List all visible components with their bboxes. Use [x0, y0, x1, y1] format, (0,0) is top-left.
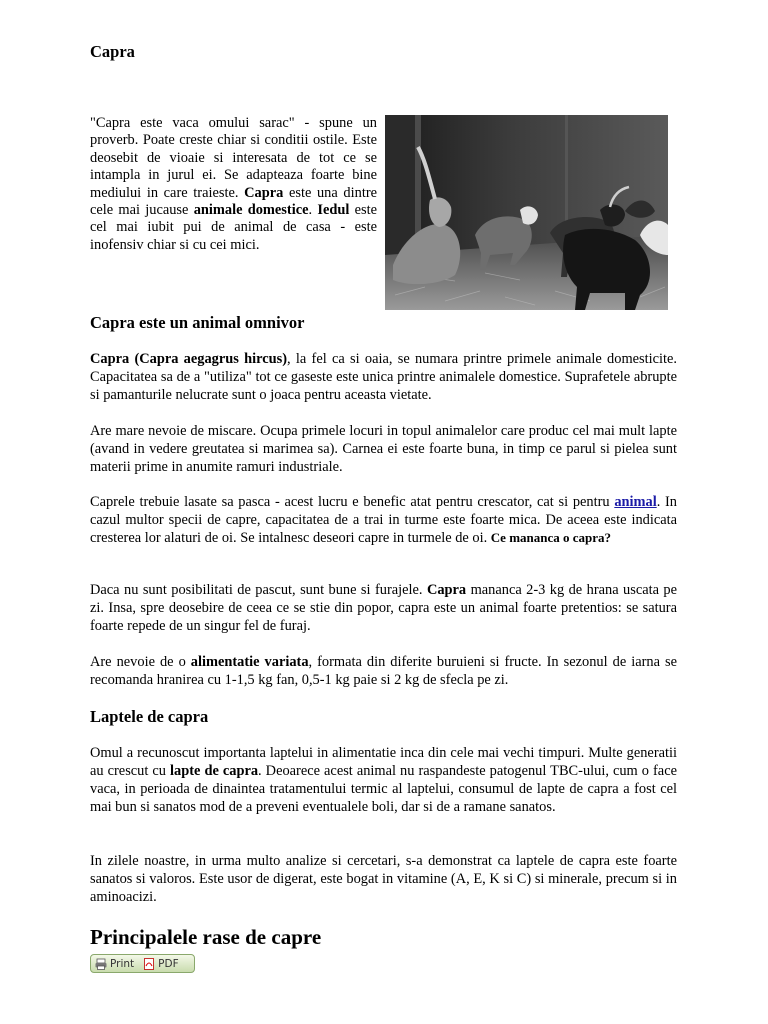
intro-text: este una dintre cele mai jucause: [90, 184, 377, 219]
intro-text: "Capra este vaca omului sarac" - spune un proverb. Poate creste chiar si conditii ostile. Este deosebit de vioaie si interesata de tot ce se intampla in jurul ei. Se adapteaza foarte bine mediului in care traieste.: [90, 115, 377, 201]
text: mananca 2-3 kg de hrana uscata pe zi. Insa, spre deosebire de ceea ce se stie din popor, capra este un animal foarte pretentios: se satura foarte repede de un singur fel de furaj.: [90, 582, 678, 634]
bold-text: alimentatie variata: [190, 654, 309, 670]
paragraph: [90, 350, 677, 404]
section-heading-omnivor: Capra este un animal omnivor: [90, 313, 305, 332]
intro-paragraph: [90, 115, 377, 254]
section-heading-lapte: Laptele de capra: [90, 707, 209, 726]
printer-icon: [95, 958, 107, 970]
bold-text: lapte de capra: [170, 763, 259, 779]
bold-text: Capra (Capra aegagrus hircus): [90, 351, 288, 367]
section-heading-rase: Principalele rase de capre: [90, 925, 322, 949]
goats-photo: [385, 115, 668, 310]
paragraph: [90, 744, 677, 816]
text: Daca nu sunt posibilitati de pascut, sunt bune si furajele.: [90, 582, 427, 598]
question-subheading: Ce mananca o capra?: [490, 530, 612, 545]
paragraph: [90, 493, 677, 547]
intro-bold-capra: Capra: [244, 184, 284, 201]
paragraph: [90, 581, 677, 635]
paragraph: [90, 653, 677, 689]
text: . Deoarece acest animal nu raspandeste patogenul TBC-ului, cum o face vaca, in perioada de dinaintea tratamentului termic al laptelui, consumul de lapte de capra a fost cel mai bun si sanatos mod de a preveni eventualele boli, dar si de a ramane sanatos.: [90, 763, 677, 815]
intro-bold-animale: animale domestice: [193, 202, 309, 219]
text: , la fel ca si oaia, se numara printre primele animale domesticite. Capacitatea sa de a "utiliza" tot ce gaseste este unica printre animalele domestice. Suprafetele abrupte si pamanturile nelucrate sunt o joaca pentru aceasta vietate.: [90, 351, 677, 403]
text: . In cazul multor specii de capre, capacitatea de a trai in turme este foarte mica. De aceea este indicata cresterea lor alaturi de oi. Se intalnesc deseori capre in turmele de oi.: [90, 494, 678, 546]
pdf-label[interactable]: PDF: [158, 957, 179, 970]
animal-link[interactable]: animal: [614, 494, 657, 510]
text: Are nevoie de o: [90, 654, 191, 670]
bold-text: Capra: [426, 582, 467, 598]
page-title: Capra: [90, 42, 135, 61]
paragraph: Are mare nevoie de miscare. Ocupa primele locuri in topul animalelor care produc cel mai mult lapte (avand in vedere greutatea si marimea sa). Carnea ei este foarte buna, in timp ce parul si pielea sunt materii prime in anumite ramuri industriale.: [90, 423, 677, 475]
text: Omul a recunoscut importanta laptelui in alimentatie inca din cele mai vechi timpuri. Multe generatii au crescut cu: [90, 745, 677, 779]
text: , formata din diferite buruieni si fructe. In sezonul de iarna se recomanda hranirea cu 1-1,5 kg fan, 0,5-1 kg paie si 2 kg de sfecla pe zi.: [90, 654, 677, 688]
print-label[interactable]: Print: [110, 957, 135, 970]
intro-text: .: [308, 202, 318, 219]
pdf-icon: [143, 958, 155, 970]
paragraph: In zilele noastre, in urma multo analize si cercetari, s-a demonstrat ca laptele de capra este foarte sanatos si valoros. Este usor de digerat, este bogat in vitamine (A, E, K si C) si minerale, precum si in aminoacizi.: [90, 853, 677, 905]
intro-text: este cel mai iubit pui de animal de casa - este inofensiv chiar si cu cei mici.: [90, 202, 377, 253]
text: Caprele trebuie lasate sa pasca - acest lucru e benefic atat pentru crescator, cat si pentru: [90, 494, 615, 510]
print-pdf-button[interactable]: [90, 954, 195, 973]
intro-bold-iedul: Iedul: [317, 202, 350, 219]
